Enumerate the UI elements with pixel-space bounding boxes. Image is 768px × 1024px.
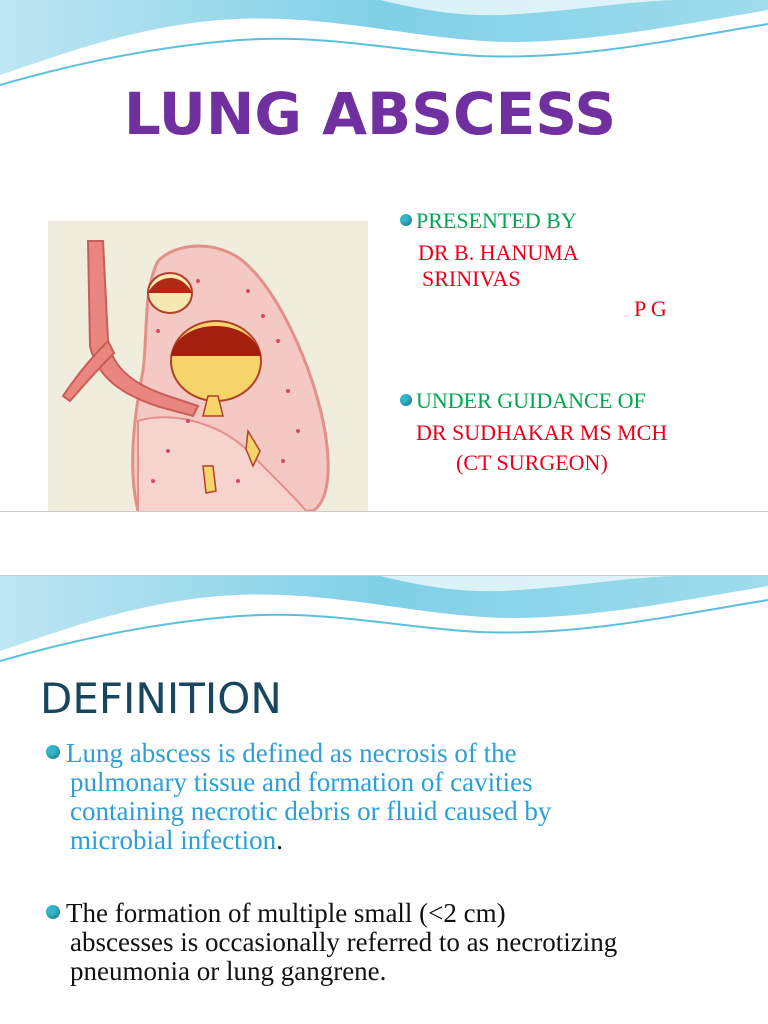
presented-by-label: PRESENTED BY — [400, 208, 577, 234]
header-wave-decoration — [0, 576, 768, 666]
presenter-role: P G — [634, 296, 667, 321]
presenter-name-line2: SRINIVAS — [422, 266, 521, 291]
lung-abscess-illustration — [48, 221, 368, 512]
round-bullet-icon — [46, 905, 60, 919]
definition-bullet-1: Lung abscess is defined as necrosis of the pulmonary tissue and formation of cavities containing necrotic debris or fluid caused by microbial infection. — [46, 739, 746, 855]
slide-definition — [0, 575, 768, 1024]
header-wave-decoration — [0, 0, 768, 90]
round-bullet-icon — [400, 394, 412, 406]
slide-gap — [0, 512, 768, 575]
definition-bullet-2: The formation of multiple small (<2 cm) abscesses is occasionally referred to as necrotizing pneumonia or lung gangrene. — [46, 899, 746, 986]
definition-title: DEFINITION — [40, 674, 282, 723]
guide-name-line1: DR SUDHAKAR MS MCH — [416, 420, 668, 445]
slide-title-text: LUNG ABSCESS — [123, 80, 617, 148]
round-bullet-icon — [400, 214, 412, 226]
round-bullet-icon — [46, 745, 60, 759]
guide-name-line2: (CT SURGEON) — [456, 450, 608, 475]
guidance-label: UNDER GUIDANCE OF — [400, 388, 646, 414]
presenter-name-line1: DR B. HANUMA — [418, 240, 579, 265]
